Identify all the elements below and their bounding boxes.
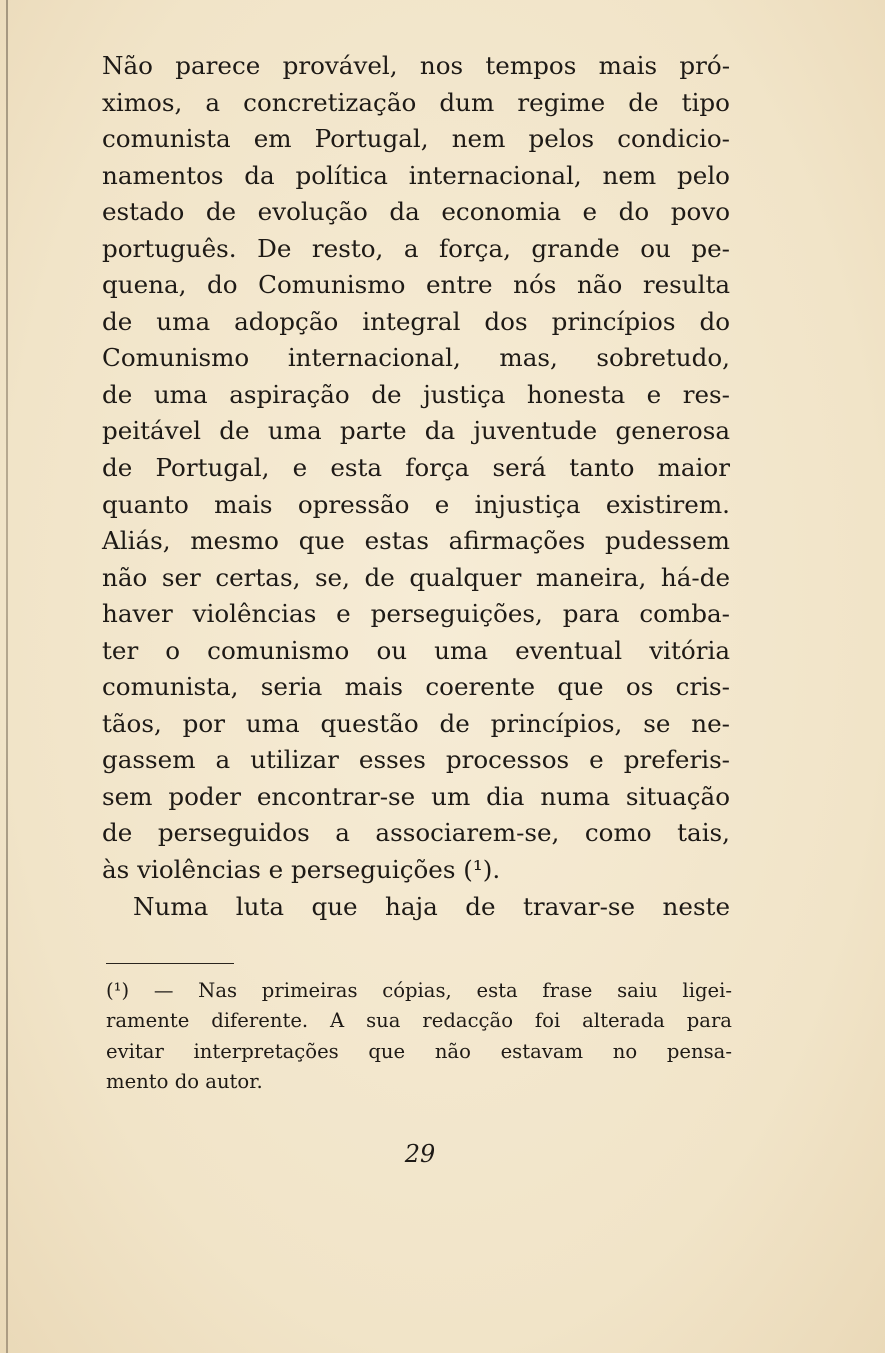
- body-line: de Portugal, e esta força será tanto maior: [102, 453, 730, 483]
- body-line: Comunismo internacional, mas, sobretudo,: [102, 343, 730, 373]
- body-line: às violências e perseguições (¹).: [102, 855, 501, 885]
- body-line: quena, do Comunismo entre nós não resulta: [102, 270, 730, 300]
- body-line: ter o comunismo ou uma eventual vitória: [102, 635, 730, 665]
- body-text: [102, 48, 730, 925]
- page-edge-shadow: [6, 0, 8, 1353]
- body-line: comunista, seria mais coerente que os cris-: [102, 672, 730, 702]
- body-line: quanto mais opressão e injustiça existirem.: [102, 489, 730, 519]
- footnote-line: ramente diferente. A sua redacção foi alterada para: [106, 1009, 732, 1033]
- footnote-line: mento do autor.: [106, 1070, 263, 1094]
- footnote-line: evitar interpretações que não estavam no pensa-: [106, 1039, 732, 1063]
- body-line: gassem a utilizar esses processos e preferis-: [102, 745, 730, 775]
- body-line: Aliás, mesmo que estas afirmações pudessem: [102, 526, 730, 556]
- body-line: Não parece provável, nos tempos mais pró-: [102, 51, 730, 80]
- body-line: comunista em Portugal, nem pelos condicio-: [102, 124, 730, 154]
- body-line: português. De resto, a força, grande ou pe-: [102, 233, 730, 263]
- page-number: 29: [404, 1140, 436, 1168]
- body-line: sem poder encontrar-se um dia numa situação: [102, 781, 730, 811]
- body-line: não ser certas, se, de qualquer maneira, há-de: [102, 562, 730, 592]
- body-line: ximos, a concretização dum regime de tipo: [102, 87, 730, 117]
- body-line: de perseguidos a associarem-se, como tais,: [102, 818, 730, 848]
- body-line: peitável de uma parte da juventude generosa: [102, 416, 730, 446]
- footnote: [106, 976, 732, 1098]
- body-line: de uma adopção integral dos princípios do: [102, 306, 730, 336]
- body-line: tãos, por uma questão de princípios, se ne-: [102, 708, 730, 738]
- footnote-line: (¹) — Nas primeiras cópias, esta frase saiu ligei-: [106, 979, 732, 1002]
- body-line-paragraph-start: Numa luta que haja de travar-se neste: [133, 891, 730, 921]
- body-line: de uma aspiração de justiça honesta e res-: [102, 379, 730, 409]
- body-line: namentos da política internacional, nem pelo: [102, 160, 730, 190]
- footnote-divider: [106, 963, 234, 964]
- body-line: haver violências e perseguições, para comba-: [102, 599, 730, 629]
- body-line: estado de evolução da economia e do povo: [102, 197, 730, 227]
